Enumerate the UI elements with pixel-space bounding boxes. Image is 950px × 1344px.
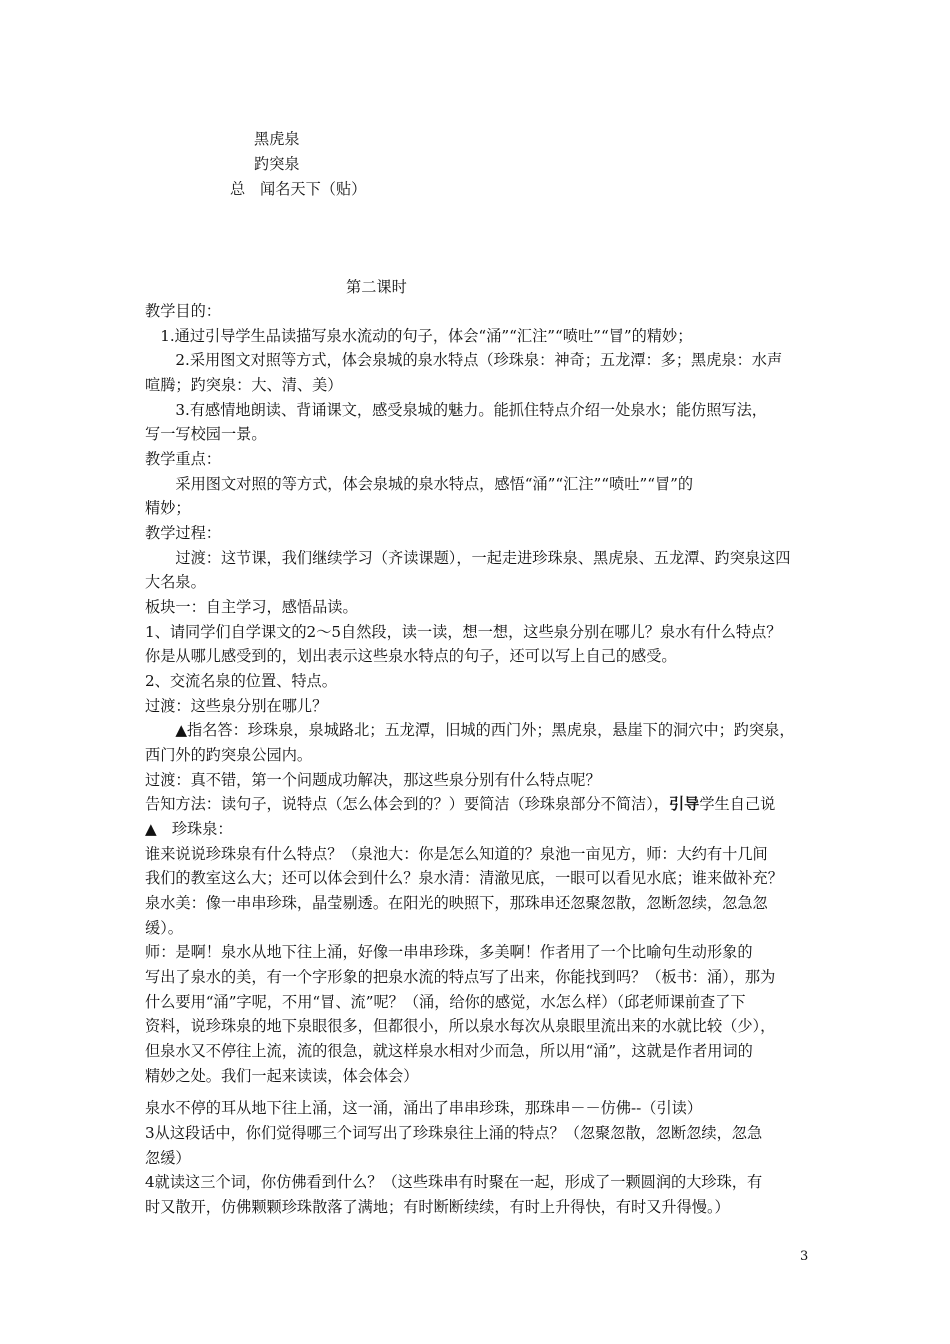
paragraph-line: 喧腾；趵突泉：大、清、美）	[145, 376, 343, 394]
paragraph-line: 采用图文对照的等方式，体会泉城的泉水特点，感悟“涌”“汇注”“喷吐”“冒”的	[145, 475, 694, 493]
lesson-title: 第二课时	[346, 278, 407, 296]
method-line-tail: 学生自己说	[699, 795, 776, 813]
paragraph-line: 但泉水又不停往上流，流的很急，就这样泉水相对少而急，所以用“涌”，这就是作者用词的	[145, 1042, 753, 1060]
outline-summary-text: 闻名天下（贴）	[260, 180, 367, 198]
paragraph-line: 3.有感情地朗读、背诵课文，感受泉城的魅力。能抓住特点介绍一处泉水；能仿照写法，	[145, 401, 767, 419]
paragraph-line: 过渡：这些泉分别在哪儿？	[145, 697, 328, 715]
paragraph-line: 我们的教室这么大；还可以体会到什么？泉水清：清澈见底，一眼可以看见水底；谁来做补充？	[145, 869, 783, 887]
paragraph-line: 缓）。	[145, 919, 183, 937]
paragraph-line: 写出了泉水的美，有一个字形象的把泉水流的特点写了出来，你能找到吗？（板书：涌），那为	[145, 968, 776, 986]
paragraph-line: 板块一：自主学习，感悟品读。	[145, 598, 358, 616]
paragraph-line: 精妙之处。我们一起来读读，体会体会）	[145, 1067, 419, 1085]
section-heading: ▲ 珍珠泉：	[145, 820, 233, 838]
outline-summary-label: 总	[230, 180, 246, 198]
paragraph-line: ▲指名答：珍珠泉，泉城路北；五龙潭，旧城的西门外；黑虎泉，悬崖下的洞穴中；趵突泉，	[145, 721, 795, 739]
paragraph-line: 教学重点：	[145, 450, 221, 468]
paragraph-line: 大名泉。	[145, 573, 206, 591]
paragraph-line: 过渡：这节课，我们继续学习（齐读课题），一起走进珍珠泉、黑虎泉、五龙潭、趵突泉这四	[145, 549, 791, 567]
paragraph-line: 泉水不停的耳从地下往上涌，这一涌，涌出了串串珍珠，那珠串－－仿佛--（引读）	[145, 1099, 703, 1117]
paragraph-line: 师：是啊！泉水从地下往上涌，好像一串串珍珠，多美啊！作者用了一个比喻句生动形象的	[145, 943, 753, 961]
paragraph-line: 西门外的趵突泉公园内。	[145, 746, 313, 764]
method-line	[145, 792, 825, 817]
paragraph-line: 什么要用“涌”字呢，不用“冒、流”呢？（涌，给你的感觉，水怎么样）（邱老师课前查了下	[145, 993, 746, 1011]
paragraph-line: 泉水美：像一串串珍珠，晶莹剔透。在阳光的映照下，那珠串还忽聚忽散，忽断忽续，忽急忽	[145, 894, 768, 912]
paragraph-line: 4就读这三个词，你仿佛看到什么？（这些珠串有时聚在一起，形成了一颗圆润的大珍珠，有	[145, 1173, 763, 1191]
paragraph-line: 时又散开，仿佛颗颗珍珠散落了满地；有时断断续续，有时上升得快，有时又升得慢。）	[145, 1198, 730, 1216]
paragraph-line: 精妙；	[145, 499, 191, 517]
method-line-text: 告知方法：读句子，说特点（怎么体会到的？）要简洁（珍珠泉部分不简洁），	[145, 795, 669, 813]
paragraph-line: 写一写校园一景。	[145, 425, 267, 443]
paragraph-line: 过渡：真不错，第一个问题成功解决，那这些泉分别有什么特点呢？	[145, 771, 601, 789]
paragraph-line: 2、交流名泉的位置、特点。	[145, 672, 337, 690]
paragraph-line: 谁来说说珍珠泉有什么特点？（泉池大：你是怎么知道的？泉池一亩见方，师：大约有十几间	[145, 845, 768, 863]
paragraph-line: 2.采用图文对照等方式，体会泉城的泉水特点（珍珠泉：神奇；五龙潭：多；黑虎泉：水声	[145, 351, 783, 369]
method-line-bold: 引导	[668, 795, 700, 813]
outline-item-baotu: 趵突泉	[254, 155, 300, 173]
paragraph-line: 1.通过引导学生品读描写泉水流动的句子，体会“涌”“汇注”“喷吐”“冒”的精妙；	[145, 327, 693, 345]
paragraph-line: 1、请同学们自学课文的2～5自然段，读一读，想一想，这些泉分别在哪儿？泉水有什么特点？	[145, 623, 782, 641]
paragraph-line: 教学过程：	[145, 524, 221, 542]
paragraph-line: 你是从哪儿感受到的，划出表示这些泉水特点的句子，还可以写上自己的感受。	[145, 647, 677, 665]
paragraph-line: 忽缓）	[145, 1149, 191, 1167]
paragraph-line: 资料，说珍珠泉的地下泉眼很多，但都很小，所以泉水每次从泉眼里流出来的水就比较（少），	[145, 1017, 776, 1035]
paragraph-line: 教学目的：	[145, 302, 221, 320]
paragraph-line: 3从这段话中，你们觉得哪三个词写出了珍珠泉往上涌的特点？（忽聚忽散，忽断忽续，忽急	[145, 1124, 763, 1142]
page-number: 3	[800, 1249, 809, 1264]
outline-item-heihu: 黑虎泉	[254, 130, 300, 148]
